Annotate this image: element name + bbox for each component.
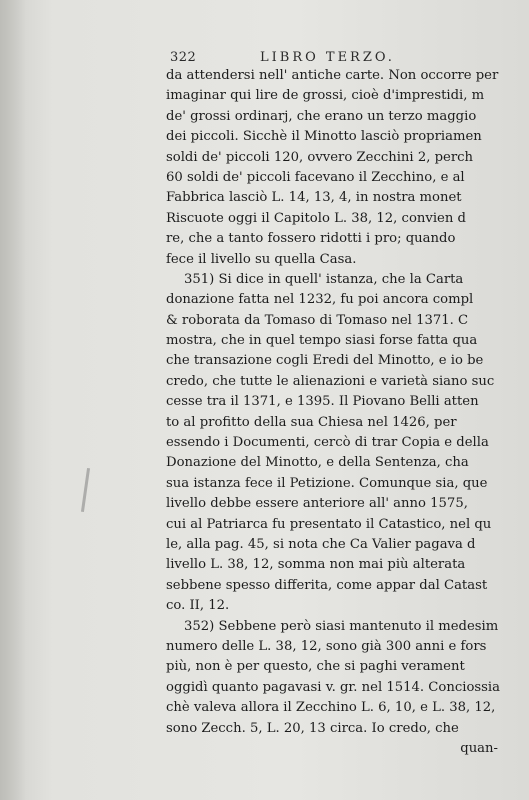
text-line: Fabbrica lasciò L. 14, 13, 4, in nostra monet — [166, 190, 462, 206]
page-gutter-shadow — [0, 0, 26, 800]
text-line: to al profitto della sua Chiesa nel 1426, per — [166, 414, 457, 430]
text-line: dei piccoli. Sicchè il Minotto lasciò propriamen — [166, 129, 482, 145]
text-line: co. II, 12. — [166, 598, 230, 614]
text-line: cesse tra il 1371, e 1395. Il Piovano Belli atten — [166, 394, 479, 410]
text-line: cui al Patriarca fu presentato il Catastico, nel qu — [166, 516, 492, 532]
text-line: oggidì quanto pagavasi v. gr. nel 1514. Conciossia — [166, 679, 500, 695]
text-line: mostra, che in quel tempo siasi forse fatta qua — [166, 333, 478, 349]
text-line: chè valeva allora il Zecchino L. 6, 10, e L. 38, 12, — [166, 700, 496, 716]
text-line: donazione fatta nel 1232, fu poi ancora compl — [166, 292, 474, 308]
text-line: sebbene spesso differita, come appar dal Catast — [166, 577, 488, 593]
text-line: quan- — [460, 740, 498, 756]
text-line: 60 soldi de' piccoli facevano il Zecchino, e al — [166, 169, 465, 185]
page-number: 322 — [170, 50, 197, 65]
text-line: livello L. 38, 12, somma non mai più alterata — [166, 557, 466, 573]
running-title: LIBRO TERZO. — [260, 50, 395, 65]
text-line: soldi de' piccoli 120, ovvero Zecchini 2, perch — [166, 149, 474, 165]
pencil-mark — [81, 468, 90, 512]
text-line: sono Zecch. 5, L. 20, 13 circa. Io credo, che — [166, 720, 459, 736]
text-line: da attendersi nell' antiche carte. Non occorre per — [166, 68, 499, 83]
text-line: le, alla pag. 45, si nota che Ca Valier pagava d — [166, 536, 476, 552]
text-line: credo, che tutte le alienazioni e varietà siano suc — [166, 373, 495, 389]
text-line: che transazione cogli Eredi del Minotto, e io be — [166, 353, 484, 369]
text-line: & roborata da Tomaso di Tomaso nel 1371. C — [166, 312, 469, 328]
text-line: re, che a tanto fossero ridotti i pro; quando — [166, 231, 456, 247]
text-line: imaginar qui lire de grossi, cioè d'imprestidi, m — [166, 88, 485, 104]
text-line: 352) Sebbene però siasi mantenuto il medesim — [184, 618, 499, 634]
text-line: Donazione del Minotto, e della Sentenza, cha — [166, 455, 469, 471]
text-line: 351) Si dice in quell' istanza, che la Carta — [184, 271, 464, 287]
text-line: livello debbe essere anteriore all' anno 1575, — [166, 496, 468, 512]
text-line: più, non è per questo, che si paghi verament — [166, 659, 465, 675]
text-line: de' grossi ordinarj, che erano un terzo maggio — [166, 108, 477, 124]
text-line: numero delle L. 38, 12, sono già 300 anni e fors — [166, 638, 487, 654]
text-line: fece il livello su quella Casa. — [166, 251, 357, 267]
text-line: essendo i Documenti, cercò di trar Copia e della — [166, 435, 489, 451]
text-line: sua istanza fece il Petizione. Comunque sia, que — [166, 475, 488, 491]
body-text — [166, 66, 526, 759]
text-line: Riscuote oggi il Capitolo L. 38, 12, convien d — [166, 210, 466, 226]
